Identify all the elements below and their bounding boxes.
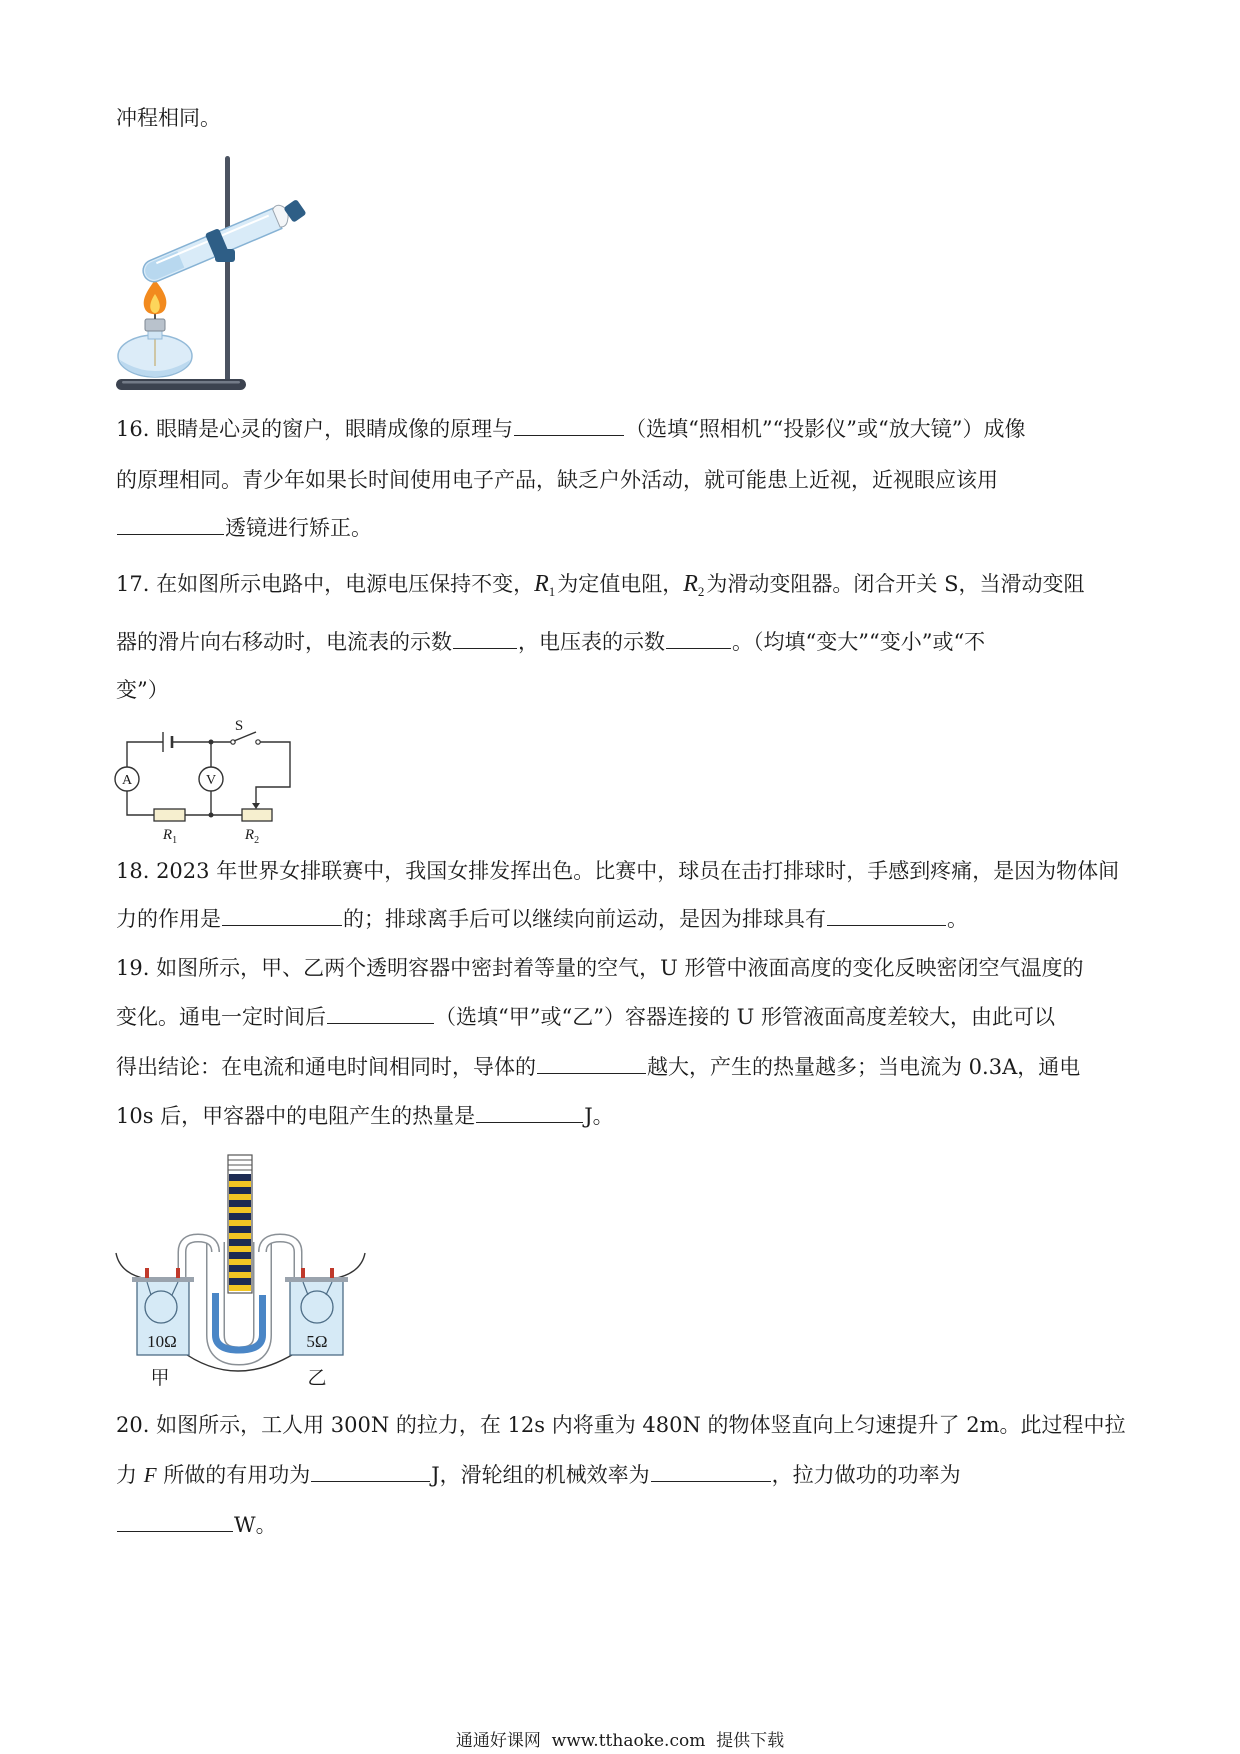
answer-blank (453, 630, 517, 649)
q20-text: ，拉力做功的功率为 (771, 1463, 961, 1487)
rheostat-r2-label (244, 827, 259, 846)
voltmeter (199, 767, 223, 791)
clamp-holder (215, 249, 235, 262)
lead-wire-left (116, 1253, 147, 1279)
q20-text: 所做的有用功为 (156, 1463, 311, 1487)
stand-rod (225, 156, 230, 384)
switch-contact (256, 740, 260, 744)
r2-label-symbol: R (244, 827, 255, 843)
lead-wire-right (332, 1253, 365, 1279)
r2-symbol: R (683, 571, 698, 597)
rheostat-r2 (242, 803, 272, 846)
r1-subscript: 1 (548, 584, 556, 599)
q17-line-1 (116, 569, 1084, 599)
terminal (176, 1268, 180, 1278)
container-left (132, 1268, 194, 1355)
q19-text: 越大，产生的热量越多；当电流为 0.3A，通电 (647, 1055, 1081, 1079)
ruler-band (229, 1265, 251, 1272)
q17-text: ，电压表的示数 (518, 630, 665, 654)
junction-dot (209, 813, 214, 818)
resistor-r1-body (154, 809, 185, 821)
continuation-text: 冲程相同。 (116, 106, 221, 130)
q19-text: 10s 后，甲容器中的电阻产生的热量是 (116, 1104, 476, 1128)
junction-dot (209, 740, 214, 745)
q18-line-2 (116, 904, 968, 934)
r1-label-symbol: R (162, 827, 173, 843)
answer-blank (117, 1513, 233, 1532)
q20-text: 力 (116, 1463, 144, 1487)
ammeter-label: A (121, 773, 133, 788)
scale-ruler (228, 1155, 252, 1293)
ruler-band (229, 1200, 251, 1207)
switch-label: S (234, 718, 244, 734)
q17-text: 为定值电阻， (557, 572, 684, 596)
q17-text: 。（均填“变大”“变小”或“不 (732, 630, 986, 654)
force-symbol: F (143, 1463, 157, 1487)
circuit-diagram (110, 715, 300, 850)
answer-blank (514, 417, 624, 436)
page-footer: 通通好课网 www.tthaoke.com 提供下载 (455, 1731, 785, 1751)
q16-line-1 (116, 414, 1026, 444)
ruler-band (229, 1278, 251, 1285)
resistor-r1 (154, 809, 185, 846)
stand-base-highlight (122, 381, 240, 384)
battery (163, 732, 172, 752)
answer-blank (311, 1463, 430, 1482)
flame (144, 280, 167, 314)
container-right-lid (285, 1277, 348, 1282)
answer-blank (476, 1104, 583, 1123)
ruler-band (229, 1213, 251, 1220)
ruler-band (229, 1174, 251, 1181)
r1-symbol: R (534, 571, 549, 597)
switch (231, 718, 260, 744)
q19-text: （选填“甲”或“乙”）容器连接的 U 形管液面高度差较大，由此可以 (435, 1005, 1055, 1029)
q18-text: 的；排球离手后可以继续向前运动，是因为排球具有 (343, 907, 826, 931)
q16-line-2: 的原理相同。青少年如果长时间使用电子产品，缺乏户外活动，就可能患上近视，近视眼应该用 (116, 468, 998, 492)
rheostat-r2-body (242, 809, 272, 821)
answer-blank (327, 1005, 434, 1024)
q19-text: 变化。通电一定时间后 (116, 1005, 326, 1029)
q19-text: 得出结论：在电流和通电时间相同时，导体的 (116, 1055, 536, 1079)
terminal (301, 1268, 305, 1278)
q19-line-1: 19. 如图所示，甲、乙两个透明容器中密封着等量的空气，U 形管中液面高度的变化反映密闭空气温度的 (116, 956, 1084, 980)
terminal (330, 1268, 334, 1278)
resistor-value-right: 5Ω (306, 1332, 328, 1351)
voltmeter-label: V (205, 773, 217, 788)
q19-line-2 (116, 1002, 1055, 1032)
q16-text: 透镜进行矫正。 (225, 516, 372, 540)
answer-blank (666, 630, 731, 649)
lamp-cap (145, 319, 165, 331)
test-tube-heating-figure (110, 150, 320, 395)
q18-text: 。 (947, 907, 968, 931)
ruler-band (229, 1226, 251, 1233)
terminal (145, 1268, 149, 1278)
answer-blank (117, 516, 224, 535)
ammeter (115, 767, 139, 791)
answer-blank (827, 907, 946, 926)
r1-label-subscript: 1 (172, 835, 178, 846)
q20-text: W。 (234, 1513, 277, 1537)
ruler-band (229, 1239, 251, 1246)
wire-right (256, 742, 290, 804)
stand-base (116, 379, 246, 390)
r2-subscript: 2 (697, 584, 705, 599)
q16-line-3 (116, 513, 372, 543)
container-label-right: 乙 (307, 1368, 327, 1389)
q17-text: 器的滑片向右移动时，电流表的示数 (116, 630, 452, 654)
rheostat-slider-arrow (252, 803, 260, 809)
q16-text: 16. 眼睛是心灵的窗户，眼睛成像的原理与 (116, 417, 514, 441)
q16-text: （选填“照相机”“投影仪”或“放大镜”）成像 (625, 417, 1026, 441)
q20-line-2 (116, 1460, 961, 1490)
container-right (285, 1268, 348, 1355)
ruler-band (229, 1252, 251, 1259)
q19-line-3 (116, 1052, 1080, 1082)
container-label-left: 甲 (150, 1368, 170, 1389)
container-left-lid (132, 1277, 194, 1282)
q20-line-1: 20. 如图所示，工人用 300N 的拉力，在 12s 内将重为 480N 的物体竖直向上匀速提升了 2m。此过程中拉 (116, 1413, 1126, 1437)
joule-heating-apparatus (110, 1150, 370, 1395)
ruler-band (229, 1187, 251, 1194)
resistor-r1-label (162, 827, 177, 846)
q18-text: 力的作用是 (116, 907, 221, 931)
test-tube (139, 194, 310, 288)
q17-line-3: 变”） (116, 678, 169, 702)
q20-line-3 (116, 1510, 277, 1540)
q19-line-4 (116, 1101, 614, 1131)
resistor-value-left: 10Ω (147, 1332, 177, 1351)
battery-gap (164, 735, 171, 749)
q17-text: 17. 在如图所示电路中，电源电压保持不变， (116, 572, 535, 596)
q17-text: 为滑动变阻器。闭合开关 S，当滑动变阻 (706, 572, 1085, 596)
answer-blank (222, 907, 342, 926)
answer-blank (537, 1055, 646, 1074)
answer-blank (651, 1463, 771, 1482)
r2-label-subscript: 2 (254, 835, 260, 846)
q18-line-1: 18. 2023 年世界女排联赛中，我国女排发挥出色。比赛中，球员在击打排球时，手感到疼痛，是因为物体间 (116, 859, 1120, 883)
q20-text: J，滑轮组的机械效率为 (431, 1463, 650, 1487)
q17-line-2 (116, 627, 985, 657)
alcohol-lamp (118, 312, 192, 377)
q19-text: J。 (584, 1104, 614, 1128)
